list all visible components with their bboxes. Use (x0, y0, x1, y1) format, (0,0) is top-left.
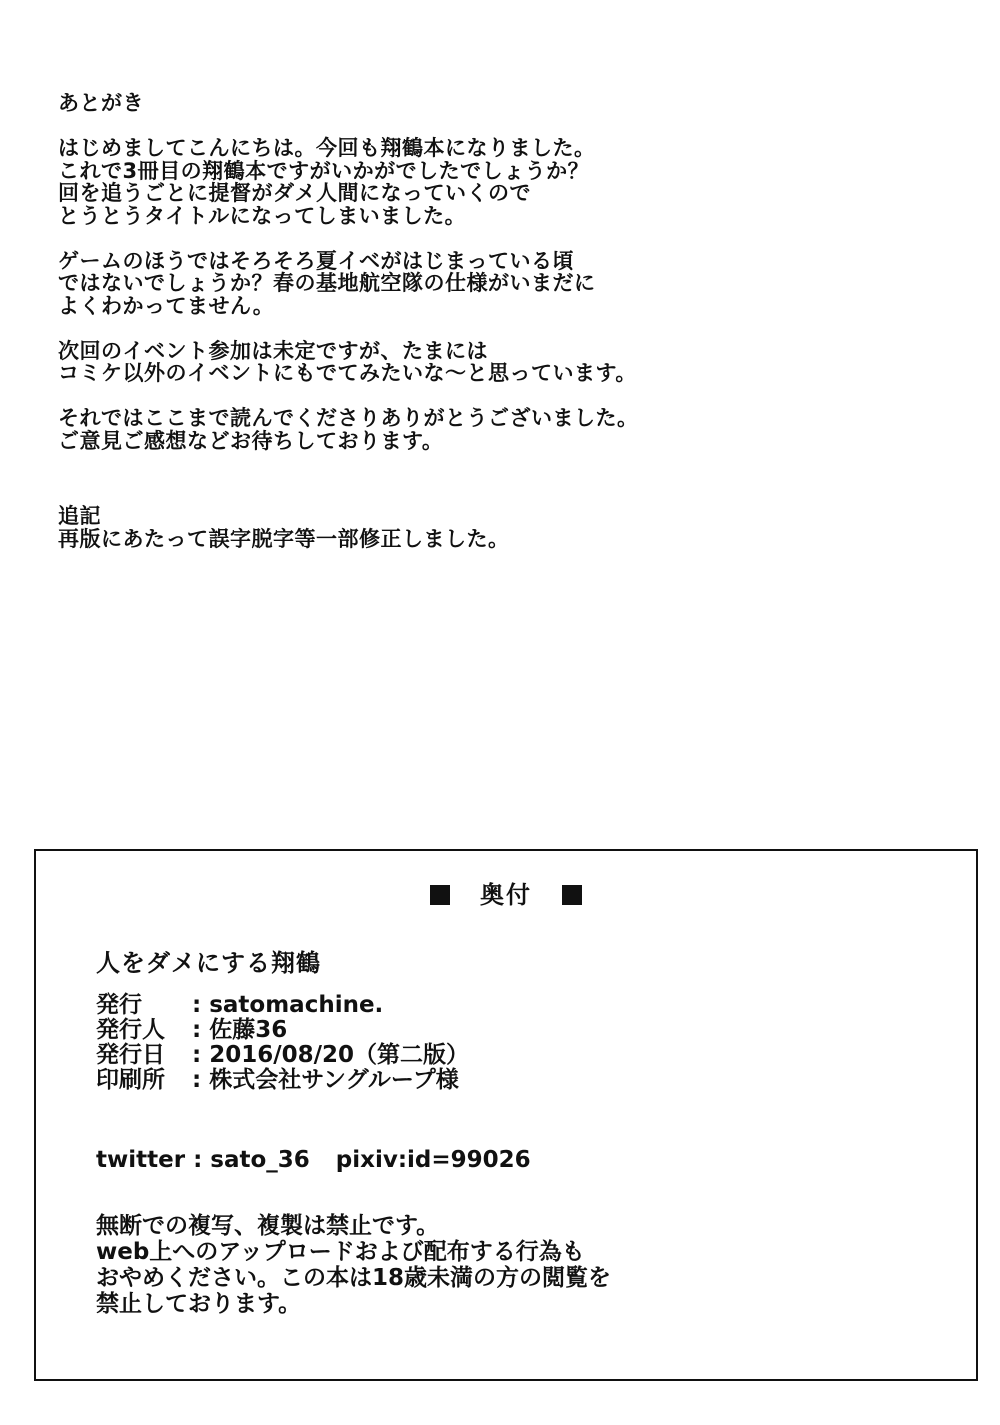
afterword-section (58, 92, 958, 475)
info-row-issuer (96, 1018, 469, 1043)
notice-line: おやめください。この本は18歳未満の方の閲覧を (96, 1265, 612, 1291)
postscript-heading: 追記 (58, 504, 101, 528)
publication-info (96, 993, 469, 1093)
info-value: 2016/08/20（第二版） (209, 1042, 470, 1068)
postscript-section (58, 505, 510, 550)
info-row-publisher (96, 993, 469, 1018)
info-value: satomachine. (209, 992, 384, 1018)
pixiv-id: pixiv:id=99026 (335, 1147, 531, 1173)
info-separator: : (192, 1017, 202, 1043)
afterword-line: コミケ以外のイベントにもでてみたいな〜と思っています。 (58, 361, 637, 385)
notice-line: 禁止しております。 (96, 1291, 302, 1317)
afterword-line: それではここまで読んでくださりありがとうございました。 (58, 406, 639, 430)
info-separator: : (193, 1147, 203, 1173)
book-title: 人をダメにする翔鶴 (96, 949, 321, 977)
info-label: 発行日 (96, 1042, 165, 1068)
afterword-line: はじめましてこんにちは。今回も翔鶴本になりました。 (58, 136, 596, 160)
info-value: 株式会社サングループ様 (209, 1067, 459, 1093)
info-label: 印刷所 (96, 1067, 165, 1093)
afterword-line: ではないでしょうか？春の基地航空隊の仕様がいまだに (58, 271, 596, 295)
colophon-title-row (36, 875, 976, 910)
afterword-paragraph-3 (58, 340, 958, 385)
info-separator: : (192, 1042, 202, 1068)
afterword-line: ゲームのほうではそろそろ夏イベがはじまっている頃 (58, 248, 574, 273)
copyright-notice (96, 1213, 611, 1317)
black-square-icon (562, 885, 582, 905)
afterword-line: とうとうタイトルになってしまいました。 (58, 203, 467, 228)
black-square-icon (430, 885, 450, 905)
info-row-date (96, 1043, 469, 1068)
info-label: 発行人 (96, 1017, 165, 1043)
afterword-paragraph-1 (58, 137, 958, 227)
info-separator: : (192, 992, 202, 1018)
afterword-heading: あとがき (58, 91, 144, 115)
afterword-paragraph-2 (58, 250, 958, 318)
info-row-printer (96, 1068, 469, 1093)
afterword-line: これで3冊目の翔鶴本ですがいかがでしたでしょうか？ (58, 158, 590, 183)
afterword-line: 次回のイベント参加は未定ですが、たまには (58, 338, 488, 363)
notice-line: 無断での複写、複製は禁止です。 (96, 1213, 440, 1239)
info-value: 佐藤36 (209, 1017, 288, 1043)
afterword-line: よくわかってません。 (58, 293, 275, 318)
colophon-box (34, 849, 978, 1381)
afterword-line: 回を追うごとに提督がダメ人間になっていくので (58, 181, 531, 205)
afterword-paragraph-4 (58, 407, 958, 452)
info-label: 発行 (96, 992, 142, 1018)
info-separator: : (192, 1067, 202, 1093)
afterword-line: ご意見ご感想などお待ちしております。 (58, 428, 444, 453)
twitter-label: twitter (96, 1147, 186, 1173)
social-links (96, 1147, 531, 1173)
notice-line: web上へのアップロードおよび配布する行為も (96, 1239, 585, 1265)
twitter-handle: sato_36 (210, 1147, 310, 1173)
postscript-text: 再版にあたって誤字脱字等一部修正しました。 (58, 526, 510, 551)
colophon-title: 奥付 (480, 881, 532, 909)
